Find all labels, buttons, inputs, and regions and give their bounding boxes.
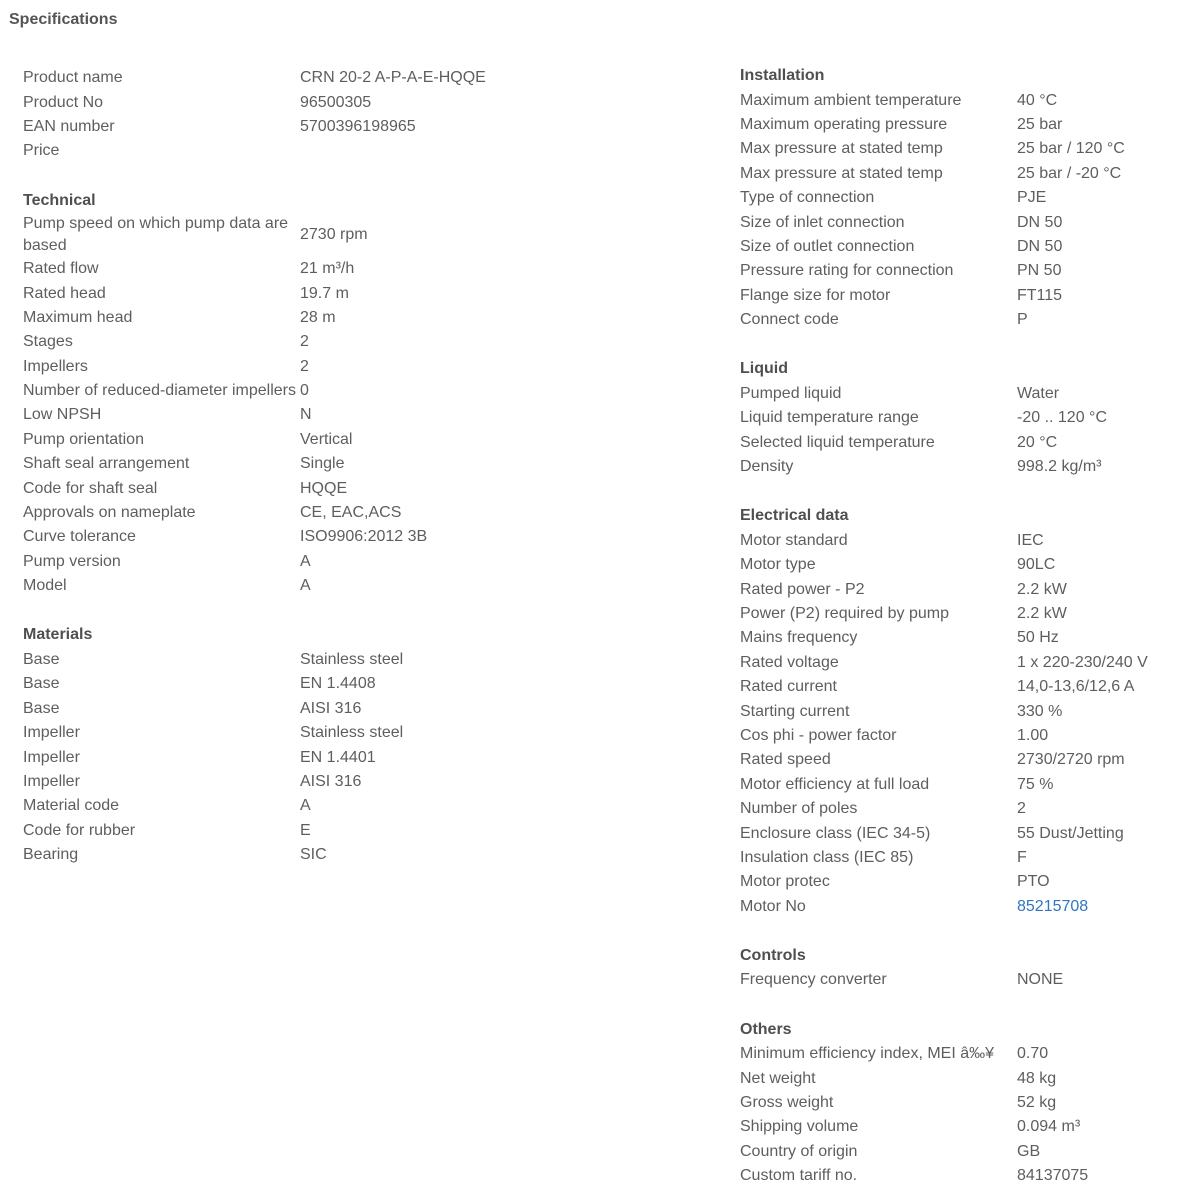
spec-label: Impeller bbox=[23, 724, 80, 742]
spec-row bbox=[23, 819, 583, 843]
spec-row bbox=[23, 115, 583, 139]
spec-label: Pump version bbox=[23, 552, 121, 570]
spec-row bbox=[740, 1066, 1181, 1090]
spec-label: Maximum head bbox=[23, 308, 133, 326]
spec-label: Model bbox=[23, 577, 67, 595]
spec-label: Pump speed on which pump data are based bbox=[23, 214, 289, 254]
spec-row bbox=[23, 66, 583, 90]
spec-value: EN 1.4408 bbox=[300, 675, 376, 693]
spec-value: EN 1.4401 bbox=[300, 748, 376, 766]
spec-row bbox=[23, 257, 583, 281]
spec-label: Frequency converter bbox=[740, 971, 887, 989]
spec-label: Rated speed bbox=[740, 751, 831, 769]
right-spec-column bbox=[740, 64, 1181, 1188]
section-heading: Liquid bbox=[740, 360, 788, 378]
spec-label: Rated flow bbox=[23, 260, 99, 278]
spec-section-others bbox=[740, 1018, 1181, 1189]
spec-row bbox=[740, 210, 1181, 234]
spec-label: Liquid temperature range bbox=[740, 409, 919, 427]
spec-row bbox=[740, 88, 1181, 112]
spec-row bbox=[740, 1140, 1181, 1164]
spec-row bbox=[740, 895, 1181, 919]
spec-row bbox=[23, 794, 583, 818]
spec-value: 330 % bbox=[1017, 702, 1063, 720]
section-heading: Controls bbox=[740, 946, 806, 964]
spec-label: Type of connection bbox=[740, 189, 875, 207]
spec-value: 2730 rpm bbox=[300, 225, 368, 243]
spec-value: HQQE bbox=[300, 479, 348, 497]
spec-label: Maximum ambient temperature bbox=[740, 91, 962, 109]
spec-row bbox=[740, 259, 1181, 283]
spec-label: Max pressure at stated temp bbox=[740, 164, 943, 182]
spec-section-materials bbox=[23, 623, 583, 867]
spec-label: Base bbox=[23, 675, 60, 693]
spec-label: EAN number bbox=[23, 117, 115, 135]
spec-value: 14,0-13,6/12,6 A bbox=[1017, 678, 1135, 696]
spec-row bbox=[740, 382, 1181, 406]
spec-label: Motor No bbox=[740, 897, 806, 915]
spec-row bbox=[740, 626, 1181, 650]
spec-value: 25 bar / 120 °C bbox=[1017, 140, 1125, 158]
spec-label: Rated head bbox=[23, 284, 106, 302]
spec-row bbox=[23, 90, 583, 114]
spec-label: Maximum operating pressure bbox=[740, 115, 948, 133]
spec-row bbox=[740, 1164, 1181, 1188]
spec-value: 2 bbox=[300, 357, 309, 375]
spec-row bbox=[23, 648, 583, 672]
spec-label: Product name bbox=[23, 69, 123, 87]
spec-value: 2 bbox=[300, 333, 309, 351]
spec-value: 1.00 bbox=[1017, 726, 1049, 744]
spec-label: Number of reduced-diameter impellers bbox=[23, 382, 296, 400]
spec-label: Size of inlet connection bbox=[740, 213, 905, 231]
spec-value: DN 50 bbox=[1017, 237, 1063, 255]
spec-row bbox=[23, 525, 583, 549]
spec-label: Impeller bbox=[23, 748, 80, 766]
spec-value: 998.2 kg/m³ bbox=[1017, 458, 1102, 476]
spec-label: Rated voltage bbox=[740, 653, 839, 671]
spec-section-technical bbox=[23, 189, 583, 599]
motor-no-link[interactable]: 85215708 bbox=[1017, 897, 1089, 915]
spec-row bbox=[23, 843, 583, 867]
spec-row bbox=[740, 137, 1181, 161]
spec-row bbox=[740, 430, 1181, 454]
spec-row bbox=[23, 355, 583, 379]
page-title: Specifications bbox=[9, 11, 118, 28]
spec-label: Low NPSH bbox=[23, 406, 102, 424]
spec-row bbox=[23, 306, 583, 330]
spec-row bbox=[740, 699, 1181, 723]
spec-label: Cos phi - power factor bbox=[740, 726, 897, 744]
spec-section-controls bbox=[740, 944, 1181, 993]
spec-row bbox=[740, 968, 1181, 992]
section-heading: Others bbox=[740, 1020, 792, 1038]
spec-value: 2 bbox=[1017, 800, 1026, 818]
spec-label: Rated current bbox=[740, 678, 837, 696]
spec-value: 2730/2720 rpm bbox=[1017, 751, 1125, 769]
spec-label: Size of outlet connection bbox=[740, 237, 915, 255]
spec-value: PN 50 bbox=[1017, 262, 1062, 280]
spec-row bbox=[740, 1091, 1181, 1115]
spec-value: IEC bbox=[1017, 531, 1044, 549]
spec-value: A bbox=[300, 797, 311, 815]
spec-value: Stainless steel bbox=[300, 651, 404, 668]
spec-row bbox=[740, 675, 1181, 699]
spec-label: Motor standard bbox=[740, 531, 848, 549]
spec-row bbox=[740, 284, 1181, 308]
left-spec-column bbox=[23, 66, 583, 867]
spec-label: Product No bbox=[23, 93, 104, 111]
spec-row bbox=[740, 553, 1181, 577]
spec-value: 52 kg bbox=[1017, 1094, 1057, 1112]
spec-row bbox=[740, 773, 1181, 797]
spec-value: 20 °C bbox=[1017, 433, 1058, 451]
spec-row bbox=[23, 574, 583, 598]
spec-value: AISI 316 bbox=[300, 772, 362, 790]
spec-value: ISO9906:2012 3B bbox=[300, 528, 428, 546]
spec-label: Custom tariff no. bbox=[740, 1167, 858, 1185]
spec-row bbox=[23, 213, 583, 257]
spec-value: 25 bar / -20 °C bbox=[1017, 164, 1122, 182]
spec-row bbox=[23, 697, 583, 721]
spec-label: Max pressure at stated temp bbox=[740, 140, 943, 158]
spec-value: 0 bbox=[300, 382, 309, 400]
spec-row bbox=[23, 403, 583, 427]
spec-row bbox=[23, 428, 583, 452]
spec-value: 40 °C bbox=[1017, 91, 1058, 109]
spec-value: 84137075 bbox=[1017, 1167, 1089, 1185]
spec-value: 96500305 bbox=[300, 93, 372, 111]
spec-row bbox=[740, 870, 1181, 894]
spec-row bbox=[740, 846, 1181, 870]
spec-row bbox=[23, 281, 583, 305]
spec-value: -20 .. 120 °C bbox=[1017, 409, 1107, 427]
spec-label: Mains frequency bbox=[740, 629, 858, 647]
spec-value: GB bbox=[1017, 1142, 1041, 1160]
spec-row bbox=[740, 529, 1181, 553]
spec-value: 75 % bbox=[1017, 775, 1054, 793]
section-heading: Installation bbox=[740, 67, 825, 84]
spec-label: Impellers bbox=[23, 357, 88, 375]
spec-row bbox=[740, 797, 1181, 821]
spec-label: Impeller bbox=[23, 772, 80, 790]
spec-row bbox=[740, 162, 1181, 186]
spec-value: 2.2 kW bbox=[1017, 605, 1067, 622]
spec-value: 0.094 m³ bbox=[1017, 1118, 1081, 1136]
spec-label: Flange size for motor bbox=[740, 286, 891, 304]
spec-row bbox=[740, 406, 1181, 430]
spec-row bbox=[740, 235, 1181, 259]
spec-value: CE, EAC,ACS bbox=[300, 504, 402, 522]
spec-value: 55 Dust/Jetting bbox=[1017, 824, 1124, 842]
spec-value: CRN 20-2 A-P-A-E-HQQE bbox=[300, 69, 486, 87]
spec-label: Insulation class (IEC 85) bbox=[740, 848, 914, 866]
spec-value: 48 kg bbox=[1017, 1069, 1057, 1087]
spec-row bbox=[740, 724, 1181, 748]
spec-value: E bbox=[300, 821, 311, 839]
section-heading: Technical bbox=[23, 191, 96, 209]
spec-label: Code for rubber bbox=[23, 821, 136, 839]
spec-row bbox=[740, 308, 1181, 332]
spec-label: Base bbox=[23, 651, 60, 668]
spec-label: Gross weight bbox=[740, 1094, 834, 1112]
spec-label: Pump orientation bbox=[23, 430, 144, 448]
spec-value: A bbox=[300, 552, 311, 570]
spec-row bbox=[740, 455, 1181, 479]
spec-value: 21 m³/h bbox=[300, 260, 355, 278]
spec-value: 19.7 m bbox=[300, 284, 349, 302]
spec-value: 0.70 bbox=[1017, 1045, 1049, 1063]
spec-value: Vertical bbox=[300, 430, 353, 448]
spec-row bbox=[23, 501, 583, 525]
spec-value: SIC bbox=[300, 846, 327, 864]
spec-section-liquid bbox=[740, 357, 1181, 479]
spec-row bbox=[740, 748, 1181, 772]
spec-label: Motor efficiency at full load bbox=[740, 775, 930, 793]
spec-row bbox=[740, 1115, 1181, 1139]
spec-label: Pressure rating for connection bbox=[740, 262, 954, 280]
spec-value: P bbox=[1017, 311, 1028, 329]
spec-label: Material code bbox=[23, 797, 120, 815]
section-heading: Materials bbox=[23, 626, 93, 644]
spec-label: Power (P2) required by pump bbox=[740, 605, 949, 622]
spec-label: Motor type bbox=[740, 556, 816, 574]
spec-row bbox=[740, 651, 1181, 675]
spec-value: NONE bbox=[1017, 971, 1064, 989]
spec-value: 25 bar bbox=[1017, 115, 1063, 133]
spec-value: FT115 bbox=[1017, 286, 1063, 304]
spec-row bbox=[23, 721, 583, 745]
spec-label: Net weight bbox=[740, 1069, 816, 1087]
spec-label: Curve tolerance bbox=[23, 528, 136, 546]
spec-row bbox=[23, 476, 583, 500]
spec-row bbox=[23, 139, 583, 163]
spec-label: Starting current bbox=[740, 702, 850, 720]
spec-value: Stainless steel bbox=[300, 724, 404, 742]
spec-row bbox=[740, 821, 1181, 845]
spec-row bbox=[740, 186, 1181, 210]
spec-row bbox=[23, 330, 583, 354]
spec-section-general bbox=[23, 66, 583, 164]
spec-label: Minimum efficiency index, MEI â‰¥ bbox=[740, 1045, 995, 1063]
spec-section-installation bbox=[740, 64, 1181, 332]
spec-label: Shipping volume bbox=[740, 1118, 859, 1136]
spec-row bbox=[23, 379, 583, 403]
spec-value: PTO bbox=[1017, 873, 1050, 891]
spec-row bbox=[740, 602, 1181, 626]
spec-row bbox=[23, 550, 583, 574]
spec-value: 90LC bbox=[1017, 556, 1056, 574]
spec-label: Motor protec bbox=[740, 873, 830, 891]
spec-label: Pumped liquid bbox=[740, 384, 842, 402]
spec-label: Connect code bbox=[740, 311, 839, 329]
spec-value: A bbox=[300, 577, 311, 595]
spec-label: Stages bbox=[23, 333, 73, 351]
spec-section-electrical-data bbox=[740, 504, 1181, 919]
spec-row bbox=[23, 672, 583, 696]
spec-row bbox=[740, 113, 1181, 137]
spec-value: 2.2 kW bbox=[1017, 580, 1067, 598]
section-heading: Electrical data bbox=[740, 507, 849, 525]
spec-label: Selected liquid temperature bbox=[740, 433, 935, 451]
spec-label: Shaft seal arrangement bbox=[23, 455, 190, 473]
spec-row bbox=[740, 577, 1181, 601]
spec-value: DN 50 bbox=[1017, 213, 1063, 231]
spec-value: F bbox=[1017, 848, 1027, 866]
spec-label: Base bbox=[23, 699, 60, 717]
spec-value: 50 Hz bbox=[1017, 629, 1059, 647]
spec-row bbox=[23, 452, 583, 476]
spec-label: Bearing bbox=[23, 846, 79, 864]
spec-value: 5700396198965 bbox=[300, 117, 416, 135]
spec-value: PJE bbox=[1017, 189, 1047, 207]
spec-row bbox=[23, 770, 583, 794]
spec-label: Country of origin bbox=[740, 1142, 858, 1160]
spec-value: Single bbox=[300, 455, 345, 473]
spec-label: Rated power - P2 bbox=[740, 580, 865, 598]
spec-value: N bbox=[300, 406, 312, 424]
spec-label: Approvals on nameplate bbox=[23, 504, 196, 522]
spec-label: Number of poles bbox=[740, 800, 858, 818]
spec-value: 28 m bbox=[300, 308, 336, 326]
spec-value: AISI 316 bbox=[300, 699, 362, 717]
spec-row bbox=[740, 1042, 1181, 1066]
spec-value: Water bbox=[1017, 384, 1060, 402]
spec-label: Enclosure class (IEC 34-5) bbox=[740, 824, 931, 842]
spec-label: Density bbox=[740, 458, 794, 476]
spec-row bbox=[23, 745, 583, 769]
spec-label: Price bbox=[23, 142, 60, 160]
spec-value: 1 x 220-230/240 V bbox=[1017, 653, 1148, 671]
spec-label: Code for shaft seal bbox=[23, 479, 158, 497]
